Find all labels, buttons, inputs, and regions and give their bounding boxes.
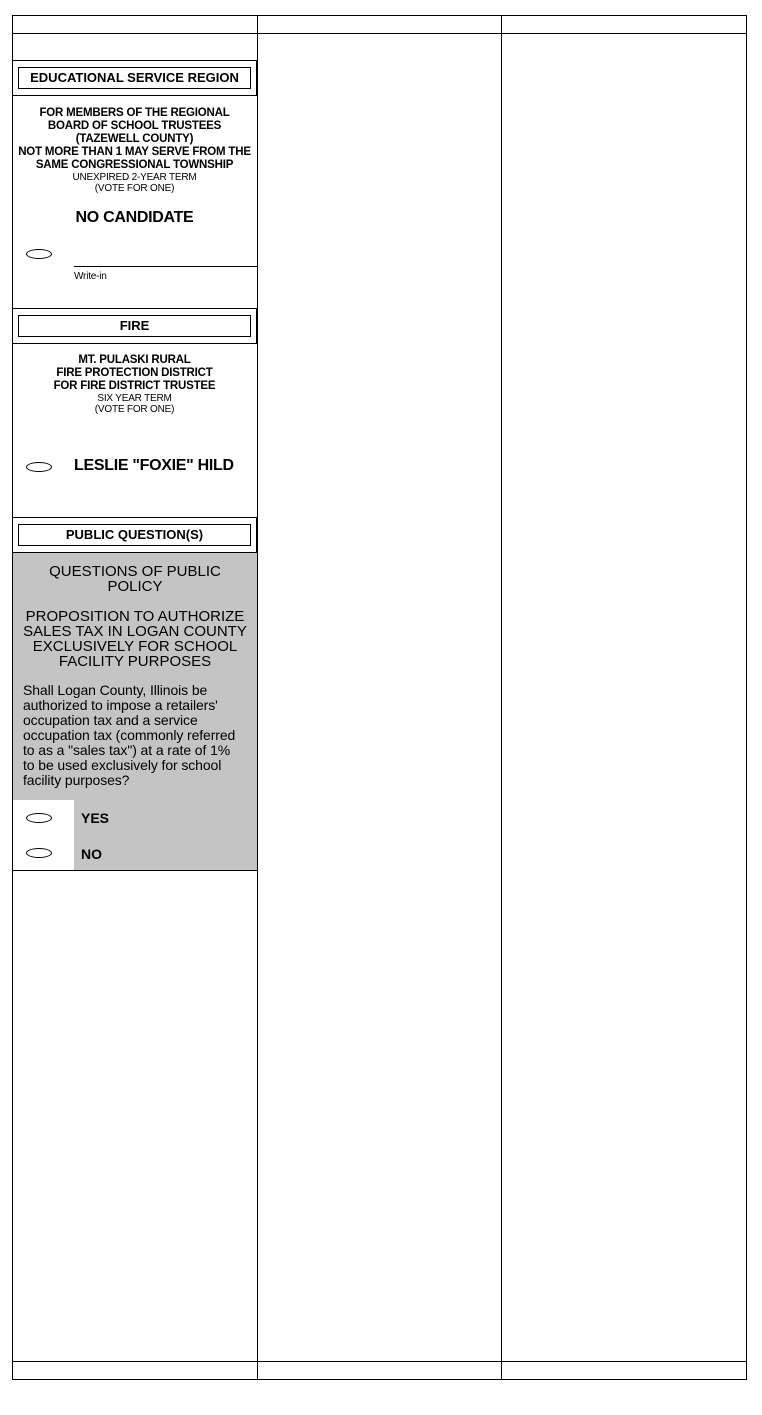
- header-divider: [12, 33, 747, 34]
- term-label: UNEXPIRED 2-YEAR TERM: [72, 172, 197, 183]
- no-option-label: NO: [81, 846, 102, 862]
- education-section-title: EDUCATIONAL SERVICE REGION: [18, 67, 251, 89]
- no-candidate-label: NO CANDIDATE: [75, 209, 194, 226]
- right-border: [746, 15, 747, 1380]
- office-line: BOARD OF SCHOOL TRUSTEES: [47, 120, 222, 132]
- education-section-header: [12, 60, 257, 96]
- office-line: SAME CONGRESSIONAL TOWNSHIP: [35, 159, 234, 171]
- office-line: FOR MEMBERS OF THE REGIONAL: [39, 107, 230, 119]
- fire-section-header: [12, 308, 257, 344]
- office-line: MT. PULASKI RURAL: [78, 354, 191, 366]
- candidate-name: LESLIE "FOXIE" HILD: [74, 457, 234, 474]
- office-line: FIRE PROTECTION DISTRICT: [56, 367, 213, 379]
- section-end-divider: [12, 870, 257, 871]
- write-in-vote-oval[interactable]: [26, 249, 52, 259]
- top-border: [12, 15, 747, 16]
- vote-for-label: (VOTE FOR ONE): [94, 404, 175, 415]
- question-text: Shall Logan County, Illinois be authorized to impose a retailers' occupation tax and a service occupation tax (commonly referred to as a "sales tax") at a rate of 1% to be used exclusively for school facility purposes?: [23, 682, 236, 788]
- public-question-panel: [13, 553, 257, 870]
- write-in-label: Write-in: [74, 271, 107, 282]
- question-heading: QUESTIONS OF PUBLIC POLICY: [49, 563, 221, 595]
- yes-vote-oval[interactable]: [26, 813, 52, 823]
- fire-section-title: FIRE: [18, 315, 251, 337]
- office-line: FOR FIRE DISTRICT TRUSTEE: [53, 380, 216, 392]
- yes-option-label: YES: [81, 810, 110, 826]
- vote-for-label: (VOTE FOR ONE): [94, 183, 175, 194]
- column-divider-2: [501, 15, 502, 1380]
- oval-column: [13, 800, 74, 870]
- term-label: SIX YEAR TERM: [97, 393, 172, 404]
- education-office: [12, 107, 257, 194]
- column-divider-1: [257, 15, 258, 1380]
- no-vote-oval[interactable]: [26, 848, 52, 858]
- fire-office: [12, 354, 257, 415]
- public-question-section-header: [12, 517, 257, 553]
- proposition-title: PROPOSITION TO AUTHORIZE SALES TAX IN LOGAN COUNTY EXCLUSIVELY FOR SCHOOL FACILITY PURPOSES: [23, 608, 247, 670]
- footer-divider: [12, 1361, 747, 1362]
- bottom-border: [12, 1379, 747, 1380]
- office-line: (TAZEWELL COUNTY): [75, 133, 194, 145]
- office-line: NOT MORE THAN 1 MAY SERVE FROM THE: [18, 146, 251, 158]
- write-in-line[interactable]: [74, 266, 257, 267]
- candidate-vote-oval[interactable]: [26, 462, 52, 472]
- public-question-section-title: PUBLIC QUESTION(S): [18, 524, 251, 546]
